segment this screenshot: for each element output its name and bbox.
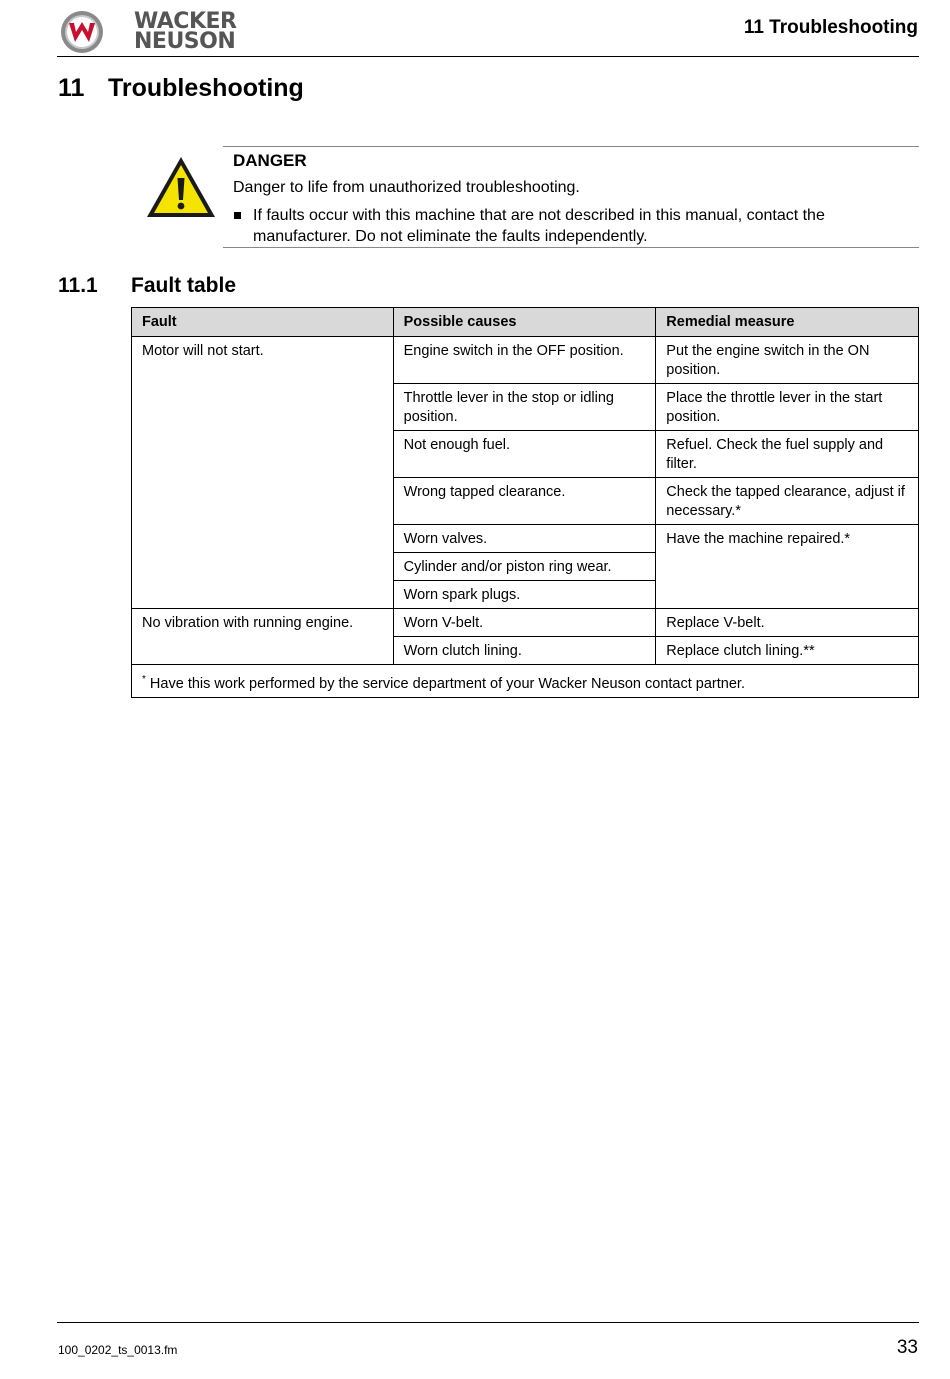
danger-instruction xyxy=(233,205,893,247)
danger-top-rule xyxy=(223,146,919,147)
danger-label: DANGER xyxy=(233,151,307,170)
column-header-causes: Possible causes xyxy=(393,308,656,337)
column-header-fault: Fault xyxy=(132,308,394,337)
footer-divider xyxy=(57,1322,919,1323)
remedy-cell: Put the engine switch in the ON position. xyxy=(656,337,919,384)
page-title xyxy=(58,74,304,103)
cause-cell: Worn spark plugs. xyxy=(393,581,656,609)
remedy-cell: Place the throttle lever in the start position. xyxy=(656,384,919,431)
brand-name xyxy=(134,9,237,54)
footnote-mark: * xyxy=(142,674,146,685)
remedy-cell: Replace clutch lining.** xyxy=(656,637,919,665)
warning-triangle-icon xyxy=(145,154,217,220)
brand-line-2: NEUSON xyxy=(134,29,236,54)
footer-file-name: 100_0202_ts_0013.fm xyxy=(58,1343,178,1357)
section-title xyxy=(58,274,236,298)
table-footnote xyxy=(132,665,919,698)
cause-cell: Worn V-belt. xyxy=(393,609,656,637)
remedy-cell: Replace V-belt. xyxy=(656,609,919,637)
cause-cell: Not enough fuel. xyxy=(393,431,656,478)
cause-cell: Worn valves. xyxy=(393,525,656,553)
table-footnote-row xyxy=(132,665,919,698)
fault-cell: No vibration with running engine. xyxy=(132,609,394,665)
danger-bottom-rule xyxy=(223,247,919,248)
danger-instruction-text: If faults occur with this machine that are not described in this manual, contact the manufacturer. Do not eliminate the faults independently. xyxy=(253,207,825,245)
column-header-remedy: Remedial measure xyxy=(656,308,919,337)
footnote-text: Have this work performed by the service department of your Wacker Neuson contact partner. xyxy=(145,675,745,692)
table-header-row xyxy=(132,308,919,337)
section-heading: Fault table xyxy=(131,274,237,297)
remedy-cell: Refuel. Check the fuel supply and filter. xyxy=(656,431,919,478)
header-divider xyxy=(57,56,919,57)
cause-cell: Engine switch in the OFF position. xyxy=(393,337,656,384)
wacker-neuson-w-logo-icon xyxy=(60,10,104,54)
cause-cell: Worn clutch lining. xyxy=(393,637,656,665)
section-number: 11.1 xyxy=(58,274,98,297)
chapter-number: 11 xyxy=(58,74,85,102)
fault-table xyxy=(131,307,919,698)
cause-cell: Throttle lever in the stop or idling position. xyxy=(393,384,656,431)
running-header-title: 11 Troubleshooting xyxy=(743,17,918,38)
page-number: 33 xyxy=(896,1337,918,1358)
bullet-square-icon xyxy=(234,212,241,219)
table-row xyxy=(132,609,919,637)
table-row xyxy=(132,337,919,384)
chapter-title: Troubleshooting xyxy=(108,74,304,102)
brand-line-1: WACKER xyxy=(134,9,237,34)
remedy-cell: Check the tapped clearance, adjust if necessary.* xyxy=(656,478,919,525)
danger-text: Danger to life from unauthorized troubleshooting. xyxy=(233,179,580,196)
fault-cell: Motor will not start. xyxy=(132,337,394,609)
cause-cell: Cylinder and/or piston ring wear. xyxy=(393,553,656,581)
wacker-neuson-logo xyxy=(60,8,250,54)
remedy-cell: Have the machine repaired.* xyxy=(656,525,919,609)
cause-cell: Wrong tapped clearance. xyxy=(393,478,656,525)
